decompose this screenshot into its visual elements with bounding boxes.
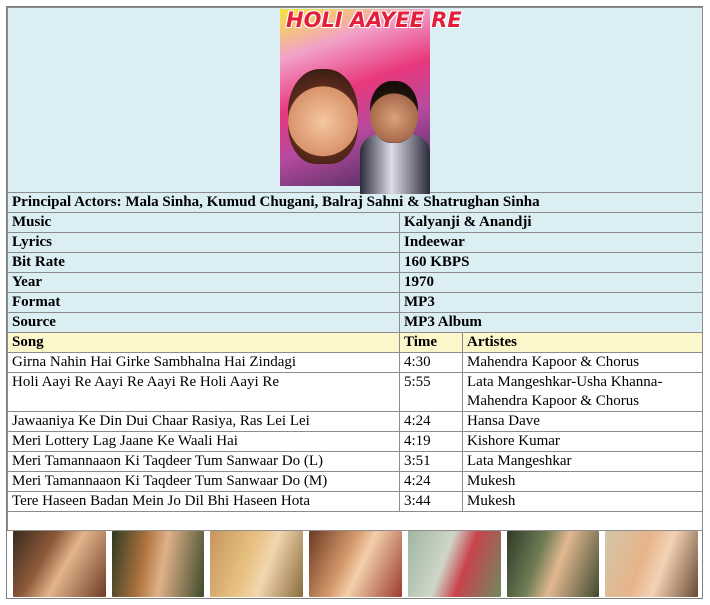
song-time: 4:19 [400,432,463,452]
song-time: 5:55 [400,373,463,412]
info-row-music [8,213,703,233]
song-artistes: Mahendra Kapoor & Chorus [463,353,703,373]
column-header-song: Song [8,333,400,353]
principal-actors-row [8,193,703,213]
album-info-table [7,7,703,531]
info-value: Indeewar [400,233,703,253]
info-label: Source [8,313,400,333]
info-row-source [8,313,703,333]
songs-header-row [8,333,703,353]
info-label: Year [8,273,400,293]
poster-actress-figure [288,69,358,164]
song-artistes: Hansa Dave [463,412,703,432]
song-row [8,472,703,492]
info-label: Music [8,213,400,233]
info-value: 1970 [400,273,703,293]
poster-actor-figure [370,81,418,143]
column-header-artistes: Artistes [463,333,703,353]
song-title: Meri Tamannaaon Ki Taqdeer Tum Sanwaar Do (M) [8,472,400,492]
film-still-image [309,531,402,597]
song-time: 4:24 [400,472,463,492]
song-artistes: Mukesh [463,492,703,512]
info-row-bitrate [8,253,703,273]
song-title: Holi Aayi Re Aayi Re Aayi Re Holi Aayi Re [8,373,400,412]
song-row [8,432,703,452]
poster-title: HOLI AAYEE RE [286,8,462,32]
song-artistes: Mukesh [463,472,703,492]
song-artistes: Lata Mangeshkar-Usha Khanna-Mahendra Kapoor & Chorus [463,373,703,412]
song-time: 4:24 [400,412,463,432]
song-artistes: Kishore Kumar [463,432,703,452]
film-still-image [408,531,501,597]
song-row [8,353,703,373]
song-title: Meri Tamannaaon Ki Taqdeer Tum Sanwaar Do (L) [8,452,400,472]
info-label: Format [8,293,400,313]
poster-cell [8,8,703,193]
info-value: MP3 Album [400,313,703,333]
column-header-time: Time [400,333,463,353]
song-row [8,452,703,472]
film-still-image [13,531,106,597]
song-artistes: Lata Mangeshkar [463,452,703,472]
song-time: 3:51 [400,452,463,472]
album-poster-image [280,8,462,186]
song-title: Meri Lottery Lag Jaane Ke Waali Hai [8,432,400,452]
song-time: 3:44 [400,492,463,512]
song-row [8,412,703,432]
info-value: 160 KBPS [400,253,703,273]
song-title: Jawaaniya Ke Din Dui Chaar Rasiya, Ras Lei Lei [8,412,400,432]
album-info-card [6,6,703,599]
film-still-image [112,531,205,597]
poster-row [8,8,703,193]
film-still-image [507,531,600,597]
poster-actor-suit [360,134,430,194]
info-row-year [8,273,703,293]
info-value: MP3 [400,293,703,313]
song-time: 4:30 [400,353,463,373]
info-row-lyrics [8,233,703,253]
info-value: Kalyanji & Anandji [400,213,703,233]
song-title: Girna Nahin Hai Girke Sambhalna Hai Zindagi [8,353,400,373]
info-label: Lyrics [8,233,400,253]
song-row [8,492,703,512]
song-title: Tere Haseen Badan Mein Jo Dil Bhi Haseen Hota [8,492,400,512]
song-row [8,373,703,412]
info-label: Bit Rate [8,253,400,273]
film-stills-strip [7,527,702,598]
principal-actors: Principal Actors: Mala Sinha, Kumud Chugani, Balraj Sahni & Shatrughan Sinha [8,193,703,213]
info-row-format [8,293,703,313]
film-still-image [210,531,303,597]
film-still-image [605,531,698,597]
